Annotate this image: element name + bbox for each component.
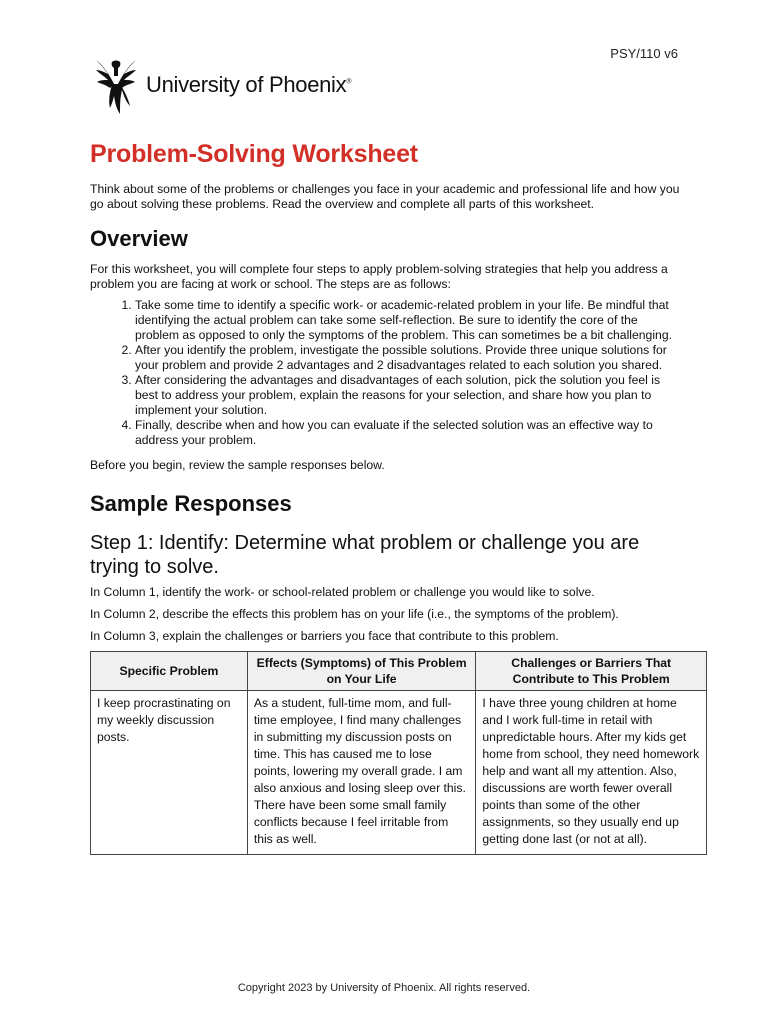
step-1-heading: Step 1: Identify: Determine what problem or challenge you are trying to solve. — [90, 532, 640, 578]
university-logo — [90, 54, 351, 116]
table-cell: I keep procrastinating on my weekly discussion posts. — [91, 691, 248, 855]
sample-responses-heading: Sample Responses — [90, 491, 292, 516]
table-header-row — [91, 652, 707, 691]
column-header: Challenges or Barriers That Contribute to This Problem — [476, 652, 707, 691]
overview-heading: Overview — [90, 226, 188, 251]
table-cell: I have three young children at home and I work full-time in retail with unpredictable hours. After my kids get home from school, they need homework help and want all my attention. Also, discussions are worth fewer overall points than some of the other assignments, so they usually end up getting done last (or not at all). — [476, 691, 707, 855]
sample-response-table — [90, 651, 707, 855]
table-row — [91, 691, 707, 855]
phoenix-bird-icon — [90, 54, 142, 116]
registered-mark: ® — [346, 78, 352, 86]
column-3-note: In Column 3, explain the challenges or barriers you face that contribute to this problem. — [90, 629, 559, 643]
course-code: PSY/110 v6 — [610, 46, 678, 61]
steps-list — [90, 298, 680, 448]
step-item: 4. Finally, describe when and how you can evaluate if the selected solution was an effective way to address your problem. — [135, 418, 680, 448]
column-header: Specific Problem — [91, 652, 248, 691]
page-title: Problem-Solving Worksheet — [90, 140, 418, 168]
step-item: 3. After considering the advantages and disadvantages of each solution, pick the solution you feel is best to address your problem, explain the reasons for your selection, and share how you plan to implement your solution. — [135, 373, 680, 418]
worksheet-content — [90, 140, 700, 855]
before-note: Before you begin, review the sample responses below. — [90, 458, 385, 472]
overview-lead: For this worksheet, you will complete four steps to apply problem-solving strategies that help you address a problem you are facing at work or school. The steps are as follows: — [90, 262, 668, 291]
copyright-footer: Copyright 2023 by University of Phoenix. All rights reserved. — [237, 982, 531, 994]
column-1-note: In Column 1, identify the work- or school-related problem or challenge you would like to solve. — [90, 585, 595, 599]
logo-wordmark: University of Phoenix® — [146, 72, 352, 97]
column-2-note: In Column 2, describe the effects this problem has on your life (i.e., the symptoms of the problem). — [90, 607, 619, 621]
step-item: 2. After you identify the problem, investigate the possible solutions. Provide three unique solutions for your problem and provide 2 advantages and 2 disadvantages related to each solution you shared. — [135, 343, 680, 373]
table-cell: As a student, full-time mom, and full-time employee, I find many challenges in submitting my discussion posts on time. This has caused me to lose points, lowering my overall grade. I am also anxious and losing sleep over this. There have been some small family conflicts because I feel irritable from this as well. — [247, 691, 476, 855]
intro-paragraph: Think about some of the problems or challenges you face in your academic and professional life and how you go about solving these problems. Read the overview and complete all parts of this worksheet. — [90, 182, 680, 211]
step-item: 1. Take some time to identify a specific work- or academic-related problem in your life. Be mindful that identifying the actual problem can take some self-reflection. Be sure to identify the core of the problem as opposed to only the symptoms of the problem. This can sometimes be a bit challenging. — [135, 298, 680, 343]
column-header: Effects (Symptoms) of This Problem on Your Life — [247, 652, 476, 691]
